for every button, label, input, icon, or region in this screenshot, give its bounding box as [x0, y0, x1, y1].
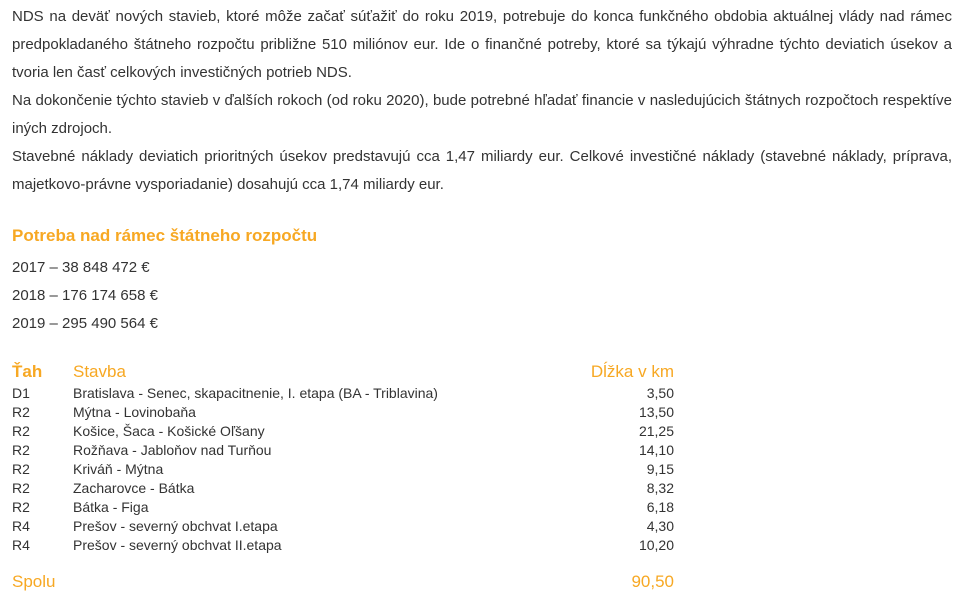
table-row [12, 384, 674, 403]
table-row [12, 460, 674, 479]
cell-dlzka: 14,10 [638, 442, 674, 458]
total-value: 90,50 [631, 572, 674, 591]
header-tah: Ťah [12, 362, 43, 381]
cell-tah: R2 [12, 442, 30, 458]
paragraph: Na dokončenie týchto stavieb v ďalších rokoch (od roku 2020), bude potrebné hľadať financie v nasledujúcich štátnych rozpočtoch respektíve iných zdrojoch. [12, 92, 952, 137]
cell-dlzka: 9,15 [646, 461, 674, 477]
cell-dlzka: 8,32 [646, 480, 674, 496]
cell-tah: D1 [12, 385, 30, 401]
budget-heading: Potreba nad rámec štátneho rozpočtu [12, 226, 318, 245]
header-stavba: Stavba [73, 362, 126, 381]
cell-stavba: Bátka - Figa [73, 499, 149, 515]
cell-tah: R2 [12, 404, 30, 420]
cell-stavba: Prešov - severný obchvat I.etapa [73, 518, 278, 534]
cell-stavba: Prešov - severný obchvat II.etapa [73, 537, 282, 553]
cell-dlzka: 21,25 [638, 423, 674, 439]
article-body [12, 0, 952, 199]
cell-stavba: Mýtna - Lovinobaňa [73, 404, 196, 420]
cell-stavba: Zacharovce - Bátka [73, 480, 195, 496]
cell-dlzka: 13,50 [638, 404, 674, 420]
table-header [12, 362, 674, 384]
budget-line: 2017 – 38 848 472 € [12, 259, 150, 276]
cell-dlzka: 3,50 [646, 385, 674, 401]
cell-tah: R4 [12, 537, 30, 553]
cell-stavba: Košice, Šaca - Košické Oľšany [73, 423, 265, 439]
cell-stavba: Bratislava - Senec, skapacitnenie, I. etapa (BA - Triblavina) [73, 385, 438, 401]
table-row [12, 441, 674, 460]
table-row [12, 403, 674, 422]
budget-line: 2018 – 176 174 658 € [12, 287, 158, 304]
table-total [12, 572, 674, 594]
budget-line: 2019 – 295 490 564 € [12, 315, 158, 332]
cell-dlzka: 6,18 [646, 499, 674, 515]
table-row [12, 479, 674, 498]
table-row [12, 536, 674, 555]
cell-stavba: Kriváň - Mýtna [73, 461, 164, 477]
cell-stavba: Rožňava - Jabloňov nad Turňou [73, 442, 272, 458]
table-row [12, 422, 674, 441]
construction-table [12, 362, 674, 555]
total-label: Spolu [12, 572, 56, 591]
cell-dlzka: 4,30 [646, 518, 674, 534]
budget-list [12, 254, 158, 338]
cell-tah: R2 [12, 499, 30, 515]
cell-tah: R2 [12, 461, 30, 477]
paragraph: NDS na deväť nových stavieb, ktoré môže začať súťažiť do roku 2019, potrebuje do konca funkčného obdobia aktuálnej vlády nad rámec predpokladaného štátneho rozpočtu približne 510 miliónov eur. Ide o finančné potreby, ktoré sa týkajú výhradne týchto deviatich úsekov a tvoria len časť celkových investičných potrieb NDS. [12, 8, 952, 81]
header-dlzka: Dĺžka v km [590, 362, 674, 381]
paragraph: Stavebné náklady deviatich prioritných úsekov predstavujú cca 1,47 miliardy eur. Celkové investičné náklady (stavebné náklady, príprava, majetkovo-právne vysporiadanie) dosahujú cca 1,74 miliardy eur. [12, 148, 952, 193]
cell-tah: R2 [12, 423, 30, 439]
cell-tah: R2 [12, 480, 30, 496]
table-row [12, 517, 674, 536]
table-row [12, 498, 674, 517]
cell-dlzka: 10,20 [638, 537, 674, 553]
cell-tah: R4 [12, 518, 30, 534]
